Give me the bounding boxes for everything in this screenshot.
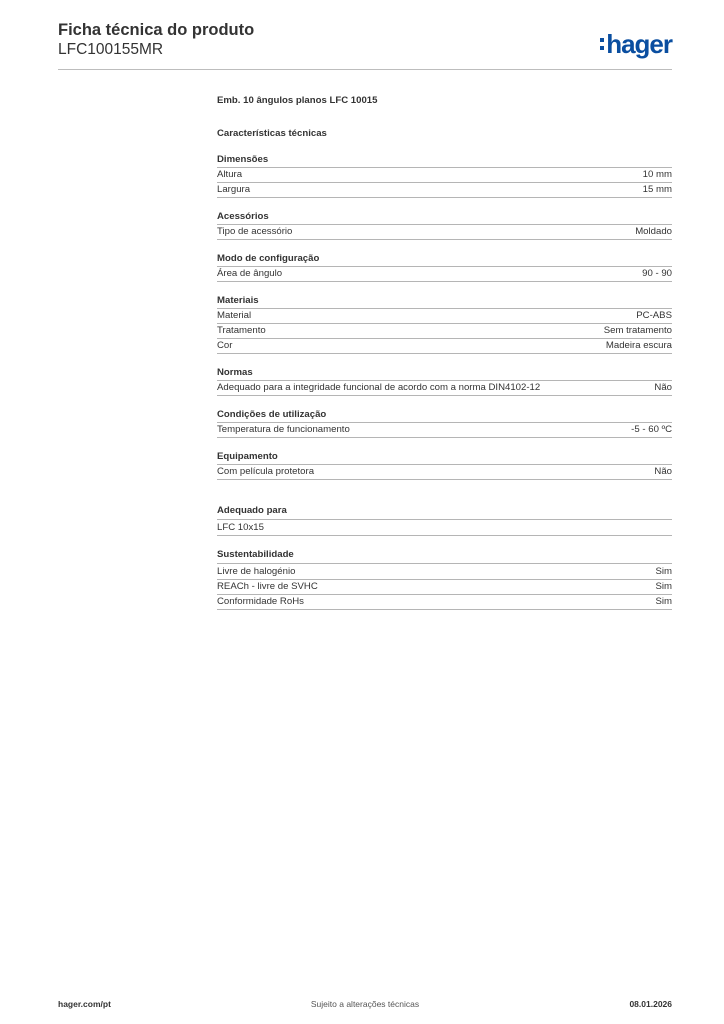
spec-section (217, 408, 672, 438)
logo-dots-icon (600, 36, 604, 52)
spec-row (217, 339, 672, 354)
spec-label: Altura (217, 169, 243, 180)
spec-section (217, 450, 672, 480)
spec-row (217, 381, 672, 396)
product-name: Emb. 10 ângulos planos LFC 10015 (217, 95, 378, 106)
spec-label: Largura (217, 184, 251, 195)
spec-label: Com película protetora (217, 466, 315, 477)
spec-section-title: Acessórios (217, 210, 672, 225)
spec-section (217, 210, 672, 240)
spec-section-title: Modo de configuração (217, 252, 672, 267)
spec-value: PC-ABS (636, 310, 672, 321)
spec-value: Sim (655, 566, 672, 577)
spec-value: 10 mm (642, 169, 672, 180)
sustainability-section (217, 548, 672, 610)
spec-row (217, 423, 672, 438)
spec-value: 15 mm (642, 184, 672, 195)
spec-row (217, 267, 672, 282)
suitable-item-label: LFC 10x15 (217, 522, 264, 533)
suitable-for-section (217, 504, 672, 536)
header-divider (58, 69, 672, 70)
spec-label: Tratamento (217, 325, 266, 336)
spec-section-title: Dimensões (217, 153, 672, 168)
spec-value: Sim (655, 581, 672, 592)
spec-value: 90 - 90 (642, 268, 672, 279)
spec-value: -5 - 60 ºC (631, 424, 672, 435)
spec-sections (217, 153, 672, 480)
spec-section (217, 252, 672, 282)
spec-section-title: Materiais (217, 294, 672, 309)
spec-label: REACh - livre de SVHC (217, 581, 318, 592)
spec-value: Não (654, 466, 672, 477)
spec-section-title: Normas (217, 366, 672, 381)
footer-date: 08.01.2026 (629, 999, 672, 1009)
spec-label: Livre de halogénio (217, 566, 296, 577)
suitable-item (217, 521, 672, 536)
spec-row (217, 309, 672, 324)
spec-row (217, 580, 672, 595)
sustainability-title: Sustentabilidade (217, 548, 672, 564)
spec-row (217, 324, 672, 339)
spec-row (217, 595, 672, 610)
spec-row (217, 183, 672, 198)
spec-label: Material (217, 310, 252, 321)
spec-row (217, 465, 672, 480)
spec-label: Área de ângulo (217, 268, 283, 279)
spec-section (217, 294, 672, 354)
page-header (58, 20, 672, 70)
spec-value: Não (654, 382, 672, 393)
product-reference: LFC100155MR (58, 41, 164, 58)
spec-heading: Características técnicas (217, 128, 327, 139)
footer-website[interactable]: hager.com/pt (58, 999, 111, 1009)
spec-label: Tipo de acessório (217, 226, 293, 237)
spec-label: Conformidade RoHs (217, 596, 304, 607)
hager-logo (600, 29, 672, 59)
spec-row (217, 168, 672, 183)
document-title: Ficha técnica do produto (58, 21, 255, 39)
spec-section-title: Equipamento (217, 450, 672, 465)
spec-label: Adequado para a integridade funcional de acordo com a norma DIN4102-12 (217, 382, 541, 393)
page-footer (58, 997, 672, 1011)
spec-value: Madeira escura (605, 340, 672, 351)
footer-note: Sujeito a alterações técnicas (310, 999, 420, 1009)
suitable-for-title: Adequado para (217, 504, 672, 520)
spec-row (217, 565, 672, 580)
spec-section-title: Condições de utilização (217, 408, 672, 423)
spec-row (217, 225, 672, 240)
logo-wordmark: hager (606, 29, 672, 59)
spec-section (217, 153, 672, 198)
spec-label: Cor (217, 340, 233, 351)
spec-label: Temperatura de funcionamento (217, 424, 350, 435)
spec-value: Moldado (635, 226, 672, 237)
spec-section (217, 366, 672, 396)
spec-value: Sim (655, 596, 672, 607)
spec-value: Sem tratamento (603, 325, 672, 336)
spec-content (217, 94, 672, 610)
